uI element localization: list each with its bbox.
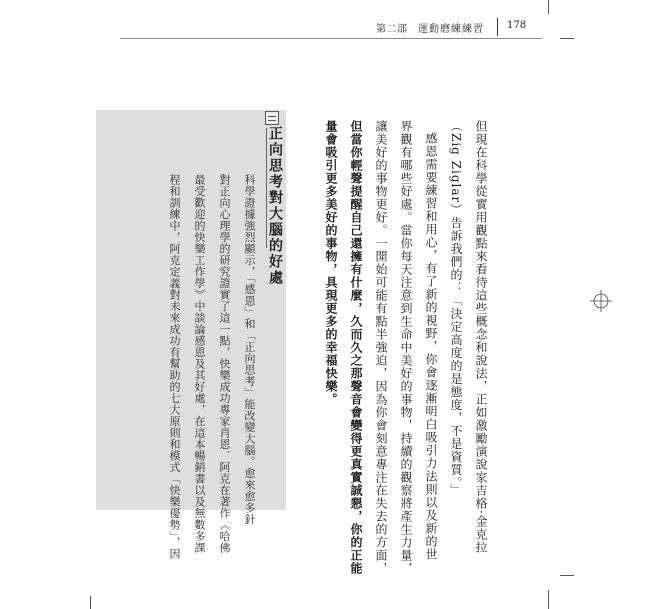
main-line: （Zig Ziglar）告訴我們的：「決定高度的是態度，不是資質。」 [449, 120, 463, 497]
header-separator [497, 18, 498, 36]
running-header [376, 18, 536, 36]
crop-mark-bottom-right [560, 575, 574, 576]
crop-mark-bottom [548, 590, 549, 609]
sidebar-line: 最受歡迎的快樂工作學》中談論感恩及其好處，在這本暢銷書以及無數多課 [193, 174, 206, 554]
main-line: 界觀有哪些好處。當你每天注意到生命中美好的事物，持續的觀察將產生力量， [399, 120, 413, 575]
sidebar-line: 科學證據強烈顯示，「感恩」和「正向思考」能改變大腦。愈來愈多針 [243, 174, 256, 525]
header-chapter: 運動磨練練習 [418, 24, 484, 35]
main-body-text [318, 120, 493, 575]
crop-mark-top-right [560, 38, 574, 39]
header-rule [120, 38, 542, 39]
main-line: 讓美好的事物更好。一開始可能有點半強迫，因為你會刻意專注在失去的方面， [374, 120, 388, 575]
book-icon [265, 111, 279, 125]
crop-mark-top [548, 0, 549, 14]
main-line: 感恩需要練習和用心，有了新的視野，你會逐漸明白吸引力法則以及新的世 [424, 132, 438, 561]
main-line-emphasis: 但當你輕聲提醒自己還擁有什麼，久而久之那聲音會變得更真實誠懇，你的正能 [349, 120, 363, 575]
registration-mark-icon [590, 290, 612, 312]
sidebar-line: 程和訓練中，阿克定義對未來成功有幫助的七大原則和模式「快樂優勢」，因 [168, 174, 181, 560]
main-line: 但現在科學從實用觀點來看待這些概念和說法，正如激勵演說家吉格·金克拉 [474, 120, 488, 554]
sidebar-body-text [162, 174, 262, 560]
sidebar-line: 對正向心理學的研究證實了這一點，快樂成功專家肖恩．阿克在著作《哈佛 [218, 174, 231, 554]
main-line-emphasis: 量會吸引更多美好的事物，具現更多的幸福快樂。 [324, 120, 338, 406]
header-part: 第二部 [376, 24, 408, 35]
sidebar-title: 正向思考對大腦的好處 [267, 126, 283, 286]
page-number: 178 [507, 20, 527, 31]
crop-mark-bottom-left [90, 596, 91, 609]
